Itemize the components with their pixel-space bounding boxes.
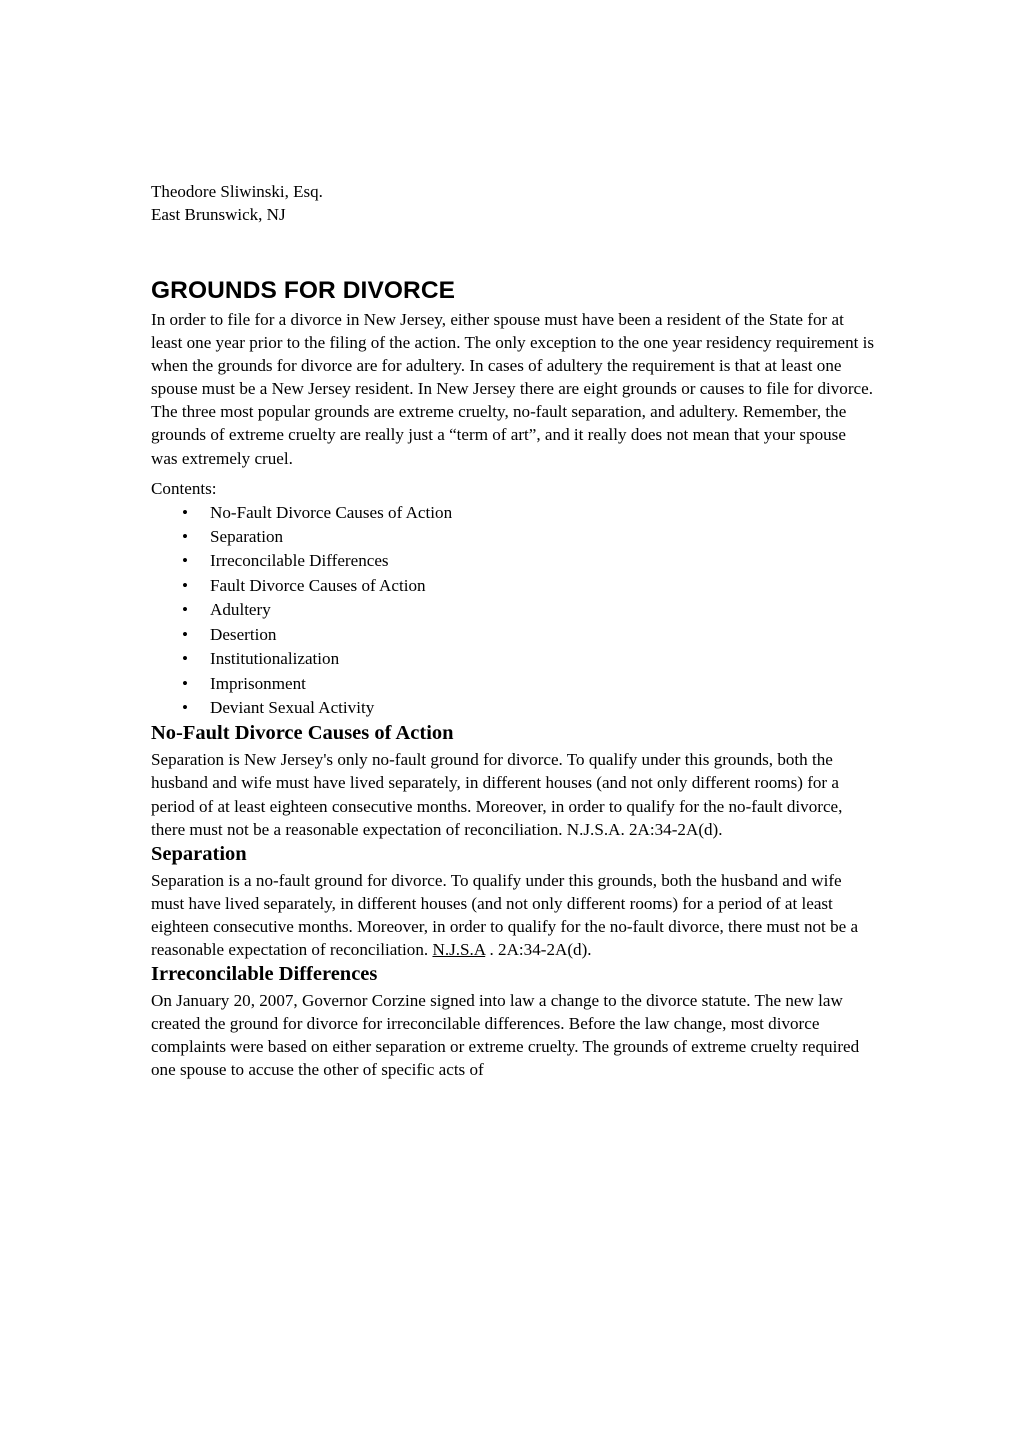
section-heading-separation: Separation [151,842,247,865]
document-content [151,180,876,1081]
contents-item-label: Irreconcilable Differences [210,551,389,571]
contents-item-label: Fault Divorce Causes of Action [210,575,426,595]
contents-item-label: Desertion [210,624,277,644]
section-body-no-fault: Separation is New Jersey's only no-fault ground for divorce. To qualify under this grounds, both the husband and wife must have lived separately, in different houses (and not only different rooms) for a period of at least eighteen consecutive months. Moreover, in order to qualify for the no-fault divorce, there must not be a reasonable expectation of reconciliation. N.J.S.A. 2A:34-2A(d). [151,750,843,839]
bullet-icon: • [182,673,188,693]
bullet-icon: • [182,624,188,644]
contents-item[interactable] [151,549,876,573]
author-name: Theodore Sliwinski, Esq. [151,182,323,201]
contents-item[interactable] [151,647,876,671]
section-heading-no-fault: No-Fault Divorce Causes of Action [151,722,454,745]
contents-item[interactable] [151,501,876,525]
contents-item[interactable] [151,696,876,720]
bullet-icon: • [182,575,188,595]
contents-item-label: Adultery [210,600,271,620]
bullet-icon: • [182,551,188,571]
contents-item-label: Deviant Sexual Activity [210,697,375,717]
document-title: GROUNDS FOR DIVORCE [151,277,456,304]
contents-item-label: Institutionalization [210,649,340,669]
bullet-icon: • [182,502,188,522]
contents-item-label: No-Fault Divorce Causes of Action [210,502,453,522]
bullet-icon: • [182,600,188,620]
contents-item[interactable] [151,672,876,696]
section-body-separation [151,869,876,961]
bullet-icon: • [182,649,188,669]
contents-item[interactable] [151,525,876,549]
separation-text: Separation is a no-fault ground for divorce. To qualify under this grounds, both the husband and wife must have lived separately, in different houses (and not only different rooms) for a period of at least eighteen consecutive months. Moreover, in order to qualify for the no-fault divorce, there must not be a reasonable expectation of reconciliation. [151,870,859,959]
section-heading-irreconcilable: Irreconcilable Differences [151,963,378,986]
contents-item-label: Imprisonment [210,673,306,693]
contents-list [151,501,876,721]
contents-item[interactable] [151,598,876,622]
contents-item-label: Separation [210,527,284,547]
separation-citation-text: . 2A:34-2A(d). [485,939,592,959]
author-location: East Brunswick, NJ [151,205,286,224]
njsa-citation-link[interactable]: N.J.S.A [432,939,486,959]
contents-item[interactable] [151,574,876,598]
bullet-icon: • [182,527,188,547]
contents-label: Contents: [151,478,217,498]
bullet-icon: • [182,697,188,717]
contents-item[interactable] [151,623,876,647]
section-body-irreconcilable: On January 20, 2007, Governor Corzine signed into law a change to the divorce statute. The new law created the ground for divorce for irreconcilable differences. Before the law change, most divorce complaints were based on either separation or extreme cruelty. The grounds of extreme cruelty required one spouse to accuse the other of specific acts of [151,991,860,1080]
intro-paragraph: In order to file for a divorce in New Jersey, either spouse must have been a resident of the State for at least one year prior to the filing of the action. The only exception to the one year residency requirement is when the grounds for divorce are for adultery. In cases of adultery the requirement is that at least one spouse must be a New Jersey resident. In New Jersey there are eight grounds or causes to file for divorce. The three most popular grounds are extreme cruelty, no-fault separation, and adultery. Remember, the grounds of extreme cruelty are really just a “term of art”, and it really does not mean that your spouse was extremely cruel. [151,310,875,468]
